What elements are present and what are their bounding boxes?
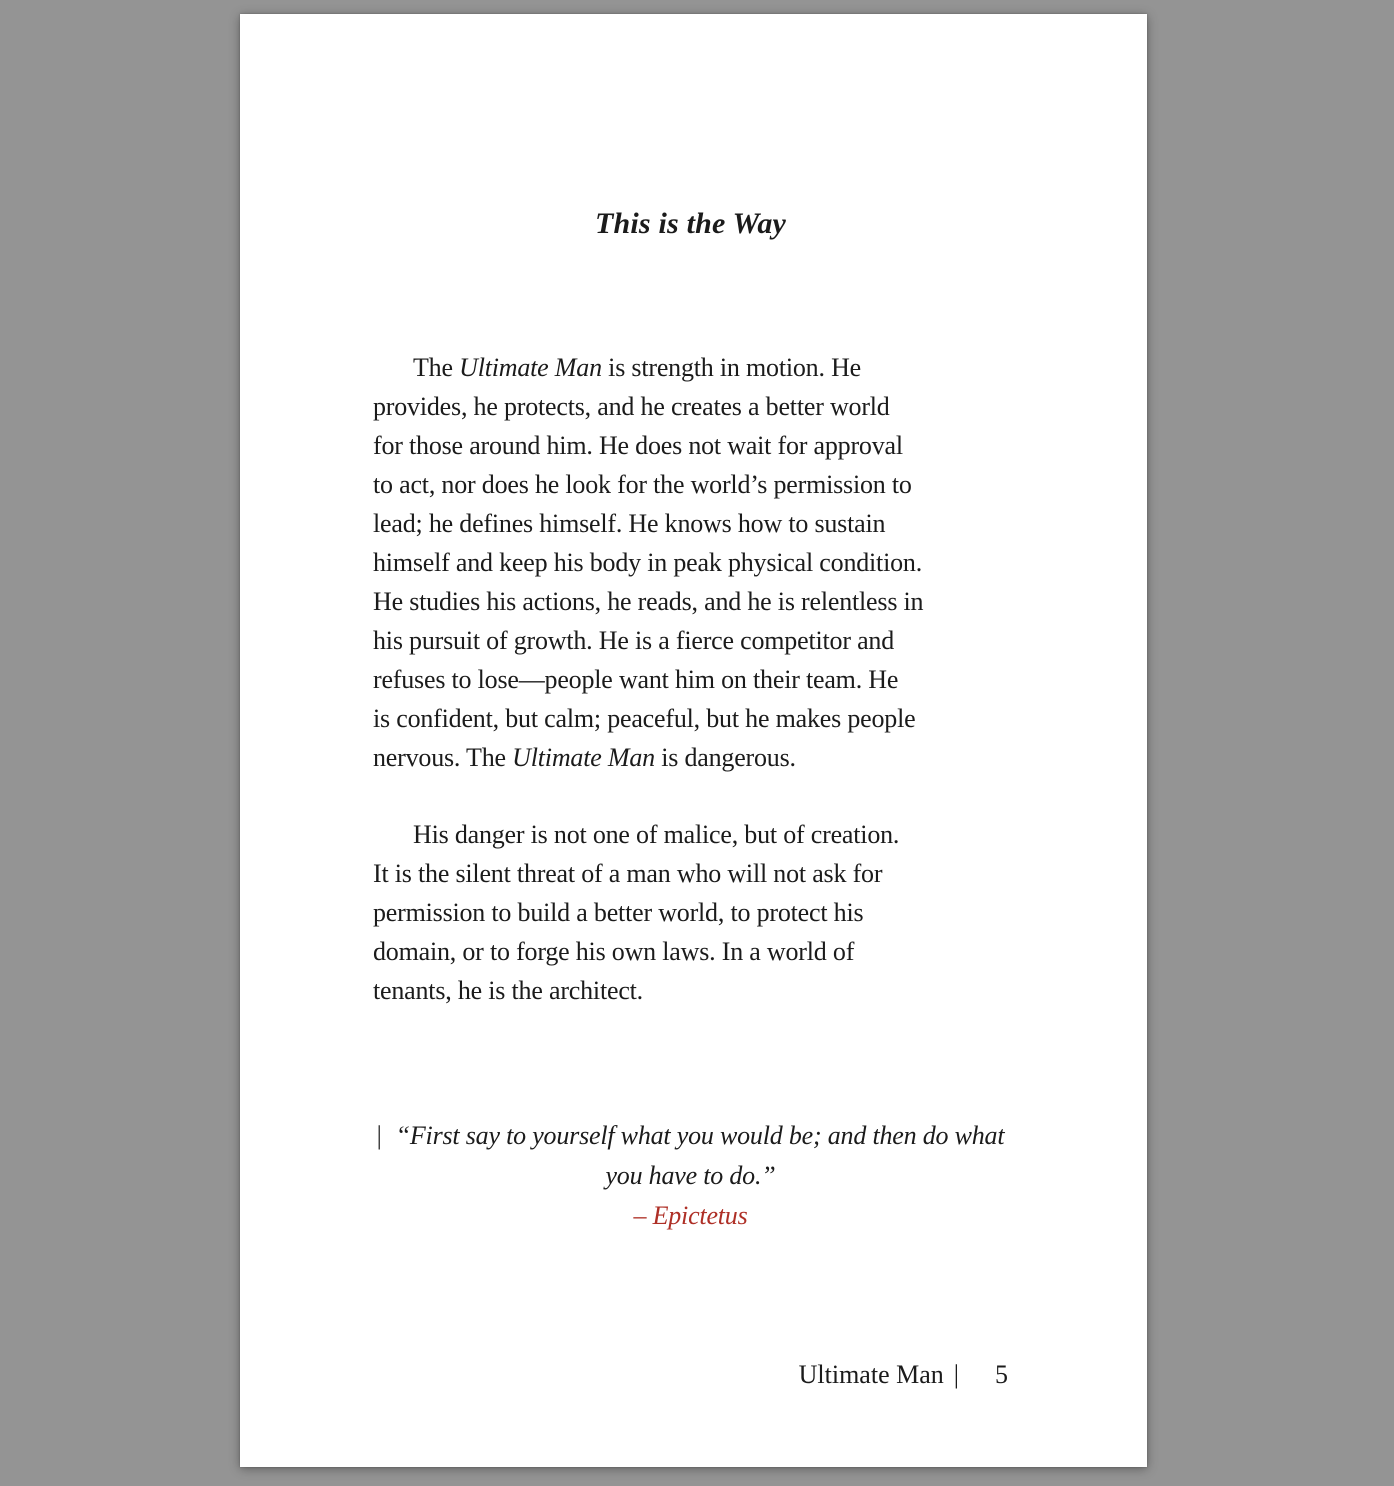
text-line: for those around him. He does not wait for approval bbox=[373, 431, 903, 460]
quote-line bbox=[373, 1156, 1008, 1196]
text-line: is confident, but calm; peaceful, but he makes people bbox=[373, 704, 916, 733]
quote-text: “First say to yourself what you would be; and then do what bbox=[395, 1121, 1005, 1150]
text-line: refuses to lose—people want him on their team. He bbox=[373, 665, 899, 694]
body-paragraph bbox=[373, 815, 1008, 1010]
text-line: his pursuit of growth. He is a fierce competitor and bbox=[373, 626, 895, 655]
quote-attribution: – Epictetus bbox=[633, 1201, 748, 1230]
text-line: lead; he defines himself. He knows how to sustain bbox=[373, 509, 886, 538]
page-content bbox=[240, 14, 1147, 1467]
footer-separator: | bbox=[953, 1360, 959, 1389]
text-line: to act, nor does he look for the world’s permission to bbox=[373, 470, 912, 499]
text-line: His danger is not one of malice, but of creation. bbox=[413, 820, 900, 849]
text-line: He studies his actions, he reads, and he is relentless in bbox=[373, 587, 924, 616]
quote-line bbox=[373, 1116, 1008, 1156]
text-line: The Ultimate Man is strength in motion. He bbox=[413, 353, 861, 382]
page-footer bbox=[799, 1359, 1008, 1391]
text-line: himself and keep his body in peak physical condition. bbox=[373, 548, 923, 577]
chapter-title: This is the Way bbox=[594, 207, 787, 240]
body-paragraph bbox=[373, 348, 1008, 777]
text-line: tenants, he is the architect. bbox=[373, 976, 643, 1005]
text-line: nervous. The Ultimate Man is dangerous. bbox=[373, 743, 796, 772]
text-line: permission to build a better world, to protect his bbox=[373, 898, 864, 927]
pull-quote bbox=[373, 1116, 1008, 1236]
footer-book-title: Ultimate Man bbox=[798, 1360, 944, 1389]
quote-bar: | bbox=[376, 1121, 382, 1150]
text-line: It is the silent threat of a man who will not ask for bbox=[373, 859, 883, 888]
footer-page-number: 5 bbox=[995, 1360, 1008, 1389]
text-line: provides, he protects, and he creates a better world bbox=[373, 392, 890, 421]
quote-text: you have to do.” bbox=[605, 1161, 776, 1190]
text-line: domain, or to forge his own laws. In a world of bbox=[373, 937, 855, 966]
book-page bbox=[240, 14, 1147, 1467]
